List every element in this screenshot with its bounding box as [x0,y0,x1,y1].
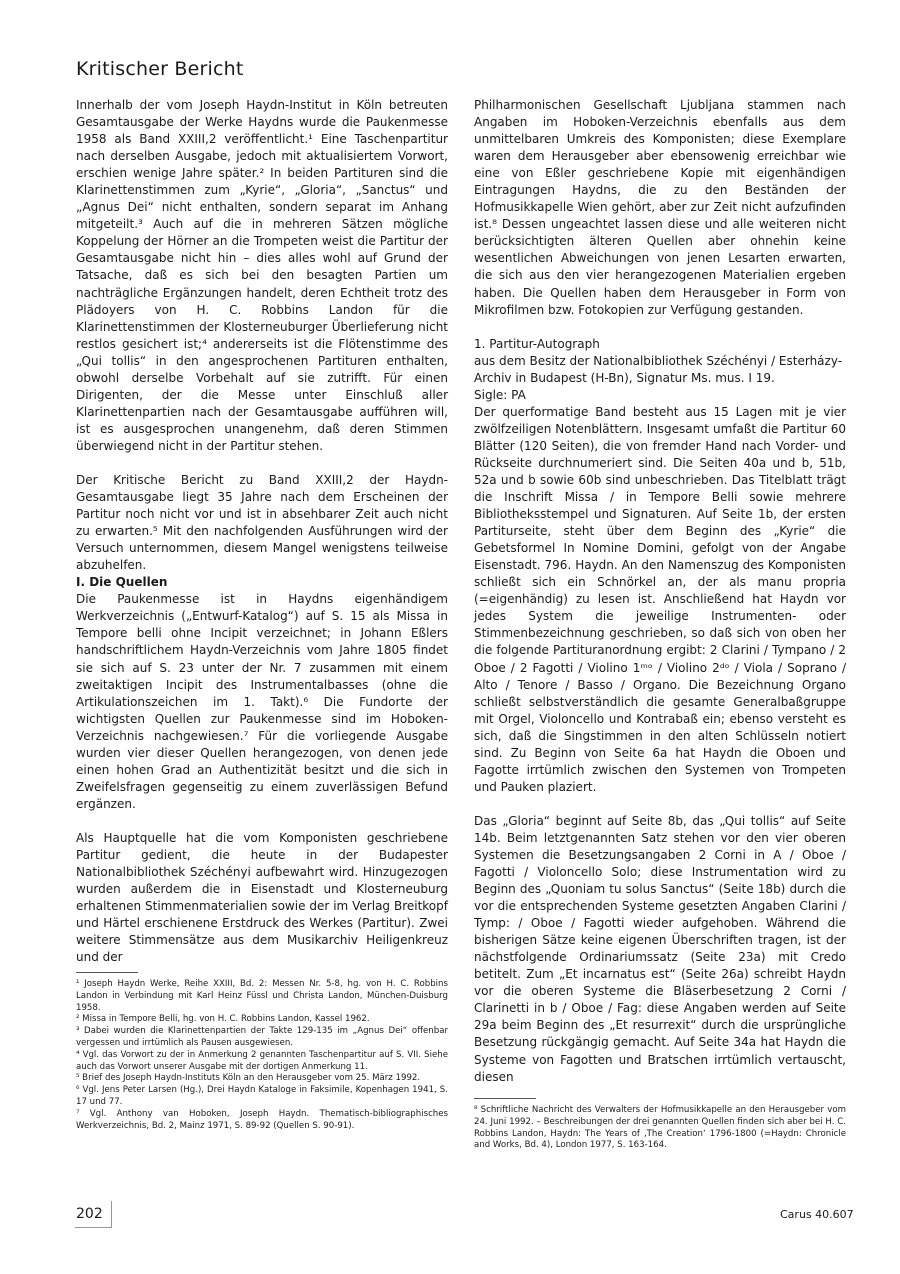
footnote: ⁸ Schriftliche Nachricht des Verwalters der Hofmusikkapelle an den Herausgeber vom 24. Juni 1992. – Beschreibungen der drei genannten Quellen finden sich aber bei H. C. Robbins Landon, Haydn: The Years of ‚The Creation‘ 1796-1800 (=Haydn: Chronicle and Works, Bd. 4), London 1977, S. 163-164. [474,1105,846,1151]
source-line: Archiv in Budapest (H-Bn), Signatur Ms. mus. I 19. [474,370,775,385]
left-column [76,97,448,966]
paragraph-sources: Die Paukenmesse ist in Haydns eigenhändigem Werkverzeichnis („Entwurf-Katalog“) auf S. 15 als Missa in Tempore belli ohne Incipit verzeichnet; in Johann Eßlers handschriftlichem Haydn-Verzeichnis vom Jahre 1805 findet sie sich auf S. 23 unter der Nr. 7 zusammen mit einem zweitaktigen Incipit des Instrumentalbasses (ohne die Artikulationszeichen im 1. Takt).⁶ Die Fundorte der wichtigsten Quellen zur Paukenmesse sind im Hoboken-Verzeichnis nachgewiesen.⁷ Für die vorliegende Ausgabe wurden vier dieser Quellen herangezogen, von denen jede einen hohen Grad an Authentizität besitzt und die sich in Zweifelsfragen gegenseitig zu einem zuverlässigen Befund ergänzen. [76,592,448,811]
left-footnotes [76,972,448,1132]
footnote: ² Missa in Tempore Belli, hg. von H. C. Robbins Landon, Kassel 1962. [76,1014,370,1025]
paragraph-intro: Innerhalb der vom Joseph Haydn-Institut in Köln betreuten Gesamtausgabe der Werke Haydns wurde die Paukenmesse 1958 als Band XXIII,2 veröffentlicht.¹ Eine Taschenpartitur nach derselben Ausgabe, jedoch mit aktualisiertem Vorwort, erschien wenige Jahre später.² In beiden Partituren sind die Klarinettenstimmen zum „Kyrie“, „Gloria“, „Sanctus“ und „Agnus Dei“ nicht enthalten, sondern separat im Anhang mitgeteilt.³ Auch auf die in mehreren Sätzen mögliche Koppelung der Hörner an die Trompeten weist die Partitur der Gesamtausgabe nicht hin – dies alles wohl auf Grund der Tatsache, daß es sich bei den besagten Partien um nachträgliche Ergänzungen handelt, deren Echtheit trotz des Plädoyers von H. C. Robbins Landon für die Klarinettenstimmen der Klosterneuburger Überlieferung nicht restlos gesichert ist;⁴ andererseits ist die Flötenstimme des „Qui tollis“ in den angesprochenen Partituren enthalten, obwohl derselbe Vorbehalt auf sie zutrifft. Für einen Dirigenten, der die Messe unter Einschluß aller Klarinettenpartien nach der Gesamtausgabe aufführen will, ist es ausgesprochen unangenehm, daß deren Stimmen überwiegend nicht in der Partitur stehen. [76,98,448,453]
right-column [474,97,846,1086]
section-heading: I. Die Quellen [76,575,168,590]
paragraph-main-source: Als Hauptquelle hat die vom Komponisten geschriebene Partitur gedient, die heute in der Budapester Nationalbibliothek Széchényi aufbewahrt wird. Hinzugezogen wurden außerdem die in Eisenstadt und Klosterneuburg erhaltenen Stimmenmaterialien sowie der im Verlag Breitkopf und Härtel erschienene Erstdruck des Werkes (Partitur). Zwei weitere Stimmensätze aus dem Musikarchiv Heiligenkreuz und der [76,830,448,965]
footnote: ³ Dabei wurden die Klarinettenpartien der Takte 129-135 im „Agnus Dei“ offenbar vergessen und irrtümlich als Pausen ausgewiesen. [76,1026,448,1048]
source-sigle: Sigle: PA [474,387,526,402]
footnote: ⁷ Vgl. Anthony van Hoboken, Joseph Haydn. Thematisch-bibliographisches Werkverzeichnis, Bd. 2, Mainz 1971, S. 89-92 (Quellen S. 90-91). [76,1108,448,1131]
footnote: ⁴ Vgl. das Vorwort zu der in Anmerkung 2 genannten Taschenpartitur auf S. VII. Siehe auch das Vorwort unserer Ausgabe mit der dortigen Anmerkung 11. [76,1049,448,1072]
footnote-rule [474,1098,536,1099]
footnote-rule [76,972,138,973]
source-title: 1. Partitur-Autograph [474,336,600,351]
footnote: ⁵ Brief des Joseph Haydn-Instituts Köln an den Herausgeber vom 25. März 1992. [76,1073,421,1084]
paragraph-critical-report: Der Kritische Bericht zu Band XXIII,2 der Haydn-Gesamtausgabe liegt 35 Jahre nach dem Erscheinen der Partitur noch nicht vor und ist in absehbarer Zeit auch nicht zu erwarten.⁵ Mit den nachfolgenden Ausführungen wird der Versuch unternommen, diesem Mangel wenigstens teilweise abzuhelfen. [76,472,448,573]
source-line: aus dem Besitz der Nationalbibliothek Széchényi / Esterházy- [474,353,843,368]
footnote: ⁶ Vgl. Jens Peter Larsen (Hg.), Drei Haydn Kataloge in Faksimile, Kopenhagen 1941, S. 17 und 77. [76,1085,448,1107]
paragraph-gloria: Das „Gloria“ beginnt auf Seite 8b, das „Qui tollis“ auf Seite 14b. Beim letztgenannten Satz stehen vor den vier oberen Systemen die Besetzungsangaben 2 Corni in A / Oboe / Fagotti / Violoncello Solo; diese Instrumentation wird zu Beginn des „Quoniam tu solus Sanctus“ (Seite 18b) durch die vor die entsprechenden Systeme gesetzten Angaben Clarini / Tymp: / Oboe / Fagotti wieder aufgehoben. Während die bisherigen Sätze keine eigenen Überschriften tragen, ist der nächstfolgende Ordinariumssatz (Seite 23a) mit Credo betitelt. Zum „Et incarnatus est“ (Seite 26a) schreibt Haydn vor die oberen Systeme die Bläserbesetzung 2 Corni / Clarinetti in b / Oboe / Fag: diese Angaben werden auf Seite 29a beim Beginn des „Et resurrexit“ durch die ursprüngliche Besetzung rückgängig gemacht. Auf Seite 34a hat Haydn die Systeme von Fagotten und Bratschen irrtümlich vertauscht, diesen [474,813,846,1084]
paragraph-further-sources: Philharmonischen Gesellschaft Ljubljana stammen nach Angaben im Hoboken-Verzeichnis ebenfalls aus dem unmittelbaren Umkreis des Komponisten; diese Exemplare waren dem Herausgeber aber ebensowenig erreichbar wie eine von Eßler geschriebene Kopie mit eigenhändigen Eintragungen Haydns, die zu den Beständen der Hofmusikkapelle Wien gehört, aber zur Zeit nicht aufzufinden ist.⁸ Dessen ungeachtet lassen diese und alle weiteren nicht berücksichtigten älteren Quellen aber ohnehin keine wesentlichen Abweichungen von jenen Lesarten erwarten, die sich aus den vier herangezogenen Materialien ergeben haben. Die Quellen haben dem Herausgeber in Form von Mikrofilmen bzw. Fotokopien zur Verfügung gestanden. [474,98,846,317]
paragraph-autograph-description: Der querformatige Band besteht aus 15 Lagen mit je vier zwölfzeiligen Notenblättern. Insgesamt umfaßt die Partitur 60 Blätter (120 Seiten), die von fremder Hand nach Vorder- und Rückseite durchnumeriert sind. Die Seiten 40a und b, 51b, 52a und b sowie 60b sind unbeschrieben. Das Titelblatt trägt die Inschrift Missa / in Tempore Belli sowie mehrere Bibliotheksstempel und Signaturen. Auf Seite 1b, der ersten Partiturseite, steht über dem Beginn des „Kyrie“ die Gebetsformel In Nomine Domini, gefolgt von der Angabe Eisenstadt. 796. Haydn. An den Namenszug des Komponisten schließt sich ein Schnörkel an, der als manu propria (=eigenhändig) zu lesen ist. Anschließend hat Haydn vor jedes System die jeweilige Instrumenten- oder Stimmenbezeichnung geschrieben, so daß sich von oben her die folgende Partituranordnung ergibt: 2 Clarini / Tympano / 2 Oboe / 2 Fagotti / Violino 1ᵐᵒ / Violino 2ᵈᵒ / Viola / Soprano / Alto / Tenore / Basso / Organo. Die Bezeichnung Organo schließt selbstverständlich die gesamte Generalbaßgruppe mit Orgel, Violoncello und Kontrabaß ein; ebenso versteht es sich, daß die Singstimmen in den alten Schlüsseln notiert sind. Zu Beginn von Seite 6a hat Haydn die Oboen und Fagotte irrtümlich zwischen den Systemen von Trompeten und Pauken plaziert. [474,404,846,794]
page-number: 202 [76,1206,103,1222]
page-title: Kritischer Bericht [76,58,244,80]
right-footnotes [474,1098,846,1152]
catalog-number: Carus 40.607 [780,1208,854,1221]
source-entry [474,336,846,404]
footnote: ¹ Joseph Haydn Werke, Reihe XXIII, Bd. 2: Messen Nr. 5-8, hg. von H. C. Robbins Landon in Verbindung mit Karl Heinz Füssl und Christa Landon, München-Duisburg 1958. [76,979,448,1013]
